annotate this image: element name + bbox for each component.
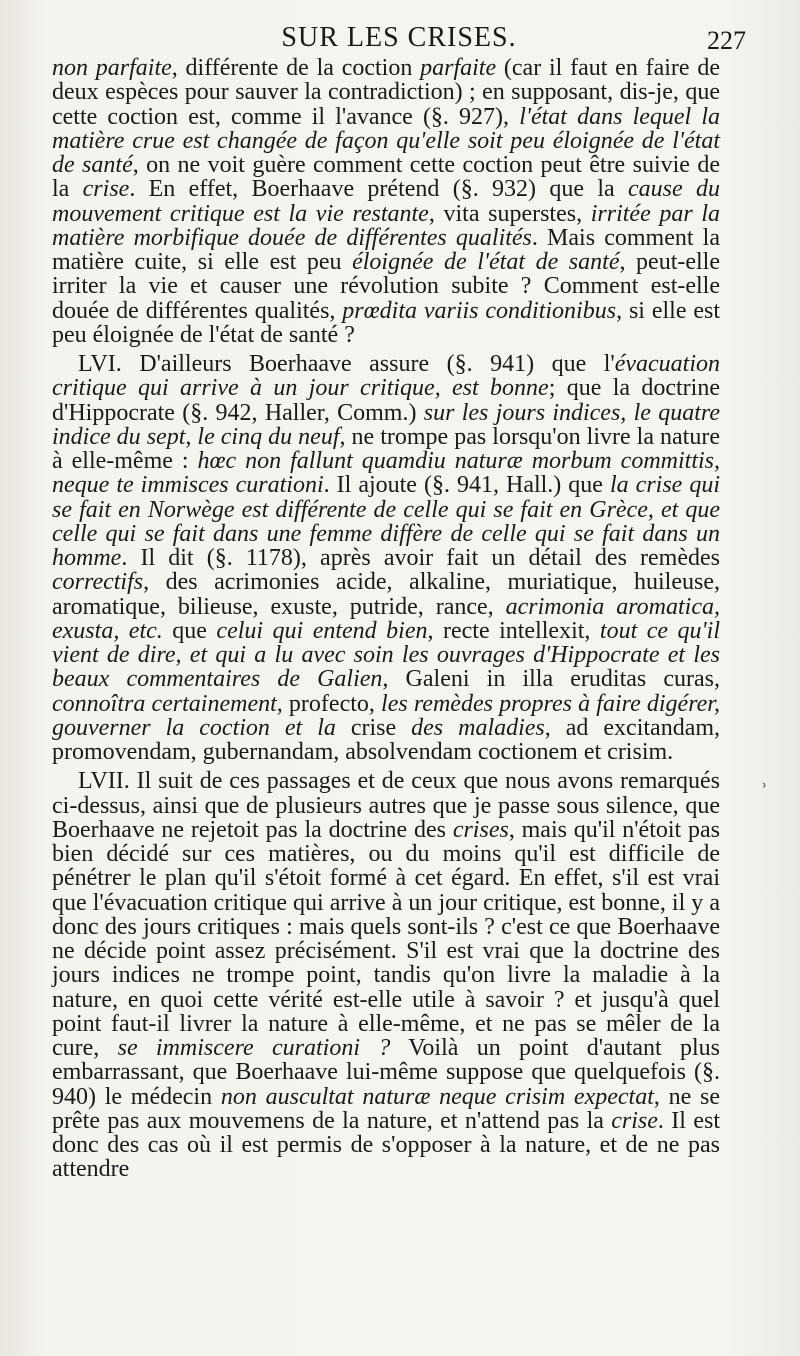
text-segment: Voilà un point d'autant plus embarrassant, que Boerhaave lui-même suppose que quelquefois (§. 940) le médecin	[52, 1035, 721, 1110]
italic-segment: hœc non fallunt quamdiu naturæ morbum committis, neque te immisces curationi	[52, 448, 720, 499]
text-segment: , Galeni in illa eruditas curas,	[382, 666, 720, 693]
italic-segment: crises	[452, 816, 509, 843]
text-segment: . Il dit (§. 1178), après avoir fait un détail des remèdes	[121, 545, 720, 571]
italic-segment: l'état dans lequel la matière crue est changée de façon qu'elle soit peu éloignée de l'état de santé	[52, 103, 721, 178]
italic-segment: les remèdes propres à faire digérer, gouverner la coction et la	[52, 690, 720, 741]
page-number: 227	[707, 26, 746, 55]
text-segment: ; que la doctrine d'Hippocrate (§. 942, Haller, Comm.)	[52, 375, 720, 426]
italic-segment: se immiscere curationi ?	[117, 1035, 391, 1061]
text-segment: , recte intellexit,	[427, 617, 600, 644]
running-title: SUR LES CRISES.	[281, 22, 517, 53]
text-segment: , des acrimonies acide, alkaline, muriatique, huileuse, aromatique, bilieuse, exuste, putride, rance,	[52, 569, 720, 620]
paragraph-lvi	[52, 352, 720, 764]
italic-segment: sur les jours indices, le quatre indice du sept, le cinq du neuf	[52, 399, 720, 450]
body-text	[52, 56, 720, 1182]
italic-segment: la crise qui se fait en Norwège est différente de celle qui se fait en Grèce, et que celle qui se fait dans une femme diffère de celle qui se fait dans un homme	[52, 472, 720, 571]
text-segment: , ne trompe pas lorsqu'on livre la nature à elle-même :	[52, 423, 720, 474]
italic-segment: correctifs	[52, 569, 144, 596]
text-segment: , ne se prête pas aux mouvemens de la nature, et n'attend pas la	[52, 1083, 720, 1134]
italic-segment: crise	[611, 1107, 658, 1134]
text-segment: , profecto,	[276, 690, 382, 717]
text-segment: LVII. Il suit de ces passages et de ceux que nous avons remarqués ci-dessus, ainsi que de plusieurs autres que je passe sous silence, que Boerhaave ne rejetoit pas la doctrine des	[52, 768, 720, 843]
text-segment: , mais qu'il n'étoit pas bien décidé sur ces matières, ou du moins qu'il est difficile de pénétrer le plan qu'il s'étoit formé à cet égard. En effet, s'il est vrai que l'évacuation critique qui arrive à un jour critique, est bonne, il y a donc des jours critiques : mais quels sont-ils ? c'est ce que Boerhaave ne décide point assez précisément. S'il est vrai que la doctrine des jours indices ne trompe point, tandis qu'on livre la maladie à la nature, en quoi cette vérité est-elle utile à savoir ? et jusqu'à quel point faut-il livrer la nature à elle-même, et ne pas se mêler de la cure,	[52, 816, 720, 1061]
italic-segment: celui qui entend bien	[216, 617, 428, 644]
text-segment: . Mais comment la matière cuite, si elle est peu	[52, 224, 720, 275]
italic-segment: parfaite	[420, 55, 497, 81]
italic-segment: prœdita variis conditionibus	[342, 297, 617, 324]
text-segment: (car il faut en faire de deux espèces pour sauver la contradiction) ; en supposant, dis-je, que cette coction est, comme il l'avance (§. 927),	[52, 55, 720, 130]
italic-segment: des maladies	[411, 714, 545, 741]
text-segment: LVI. D'ailleurs Boerhaave assure (§. 941) que l'	[78, 351, 615, 377]
text-segment: , différente de la coction	[171, 55, 421, 81]
text-segment: . Il ajoute (§. 941, Hall.) que	[323, 472, 610, 499]
text-segment: , ad excitandam, promovendam, gubernandam, absolvendam coctionem et crisim.	[52, 714, 721, 765]
italic-segment: cause du mouvement critique est la vie restante	[52, 176, 720, 227]
text-segment: , peut-elle irriter la vie et causer une révolution subite ? Comment est-elle douée de différentes qualités,	[52, 249, 721, 324]
text-segment: . En effet, Boerhaave prétend (§. 932) que la	[129, 176, 629, 203]
italic-segment: connoîtra certainement	[52, 690, 277, 717]
page-header	[52, 18, 746, 58]
italic-segment: acrimonia aromatica, exusta, etc.	[52, 593, 720, 644]
italic-segment: crise	[82, 176, 130, 203]
text-segment: , on ne voit guère comment cette coction peut être suivie de la	[52, 152, 721, 203]
italic-segment: non auscultat naturæ neque crisim expectat	[220, 1083, 654, 1110]
paragraph-lvii	[52, 769, 720, 1181]
text-segment: crise	[335, 714, 412, 741]
italic-segment: évacuation critique qui arrive à un jour critique, est bonne	[52, 351, 720, 402]
paragraph-continuation	[52, 56, 720, 347]
italic-segment: irritée par la matière morbifique douée de différentes qualités	[52, 200, 720, 251]
text-segment: , vita superstes,	[428, 200, 591, 227]
text-segment: que	[162, 617, 217, 644]
italic-segment: éloignée de l'état de santé	[352, 249, 620, 275]
text-segment: , si elle est peu éloignée de l'état de santé ?	[52, 297, 721, 348]
margin-mark: ˒	[762, 776, 768, 797]
text-segment: . Il est donc des cas où il est permis de s'opposer à la nature, et de ne pas attendre	[52, 1107, 720, 1183]
italic-segment: non parfaite	[52, 55, 172, 81]
italic-segment: tout ce qu'il vient de dire, et qui a lu avec soin les ouvrages d'Hippocrate et les beaux commentaires de Galien	[52, 617, 720, 693]
